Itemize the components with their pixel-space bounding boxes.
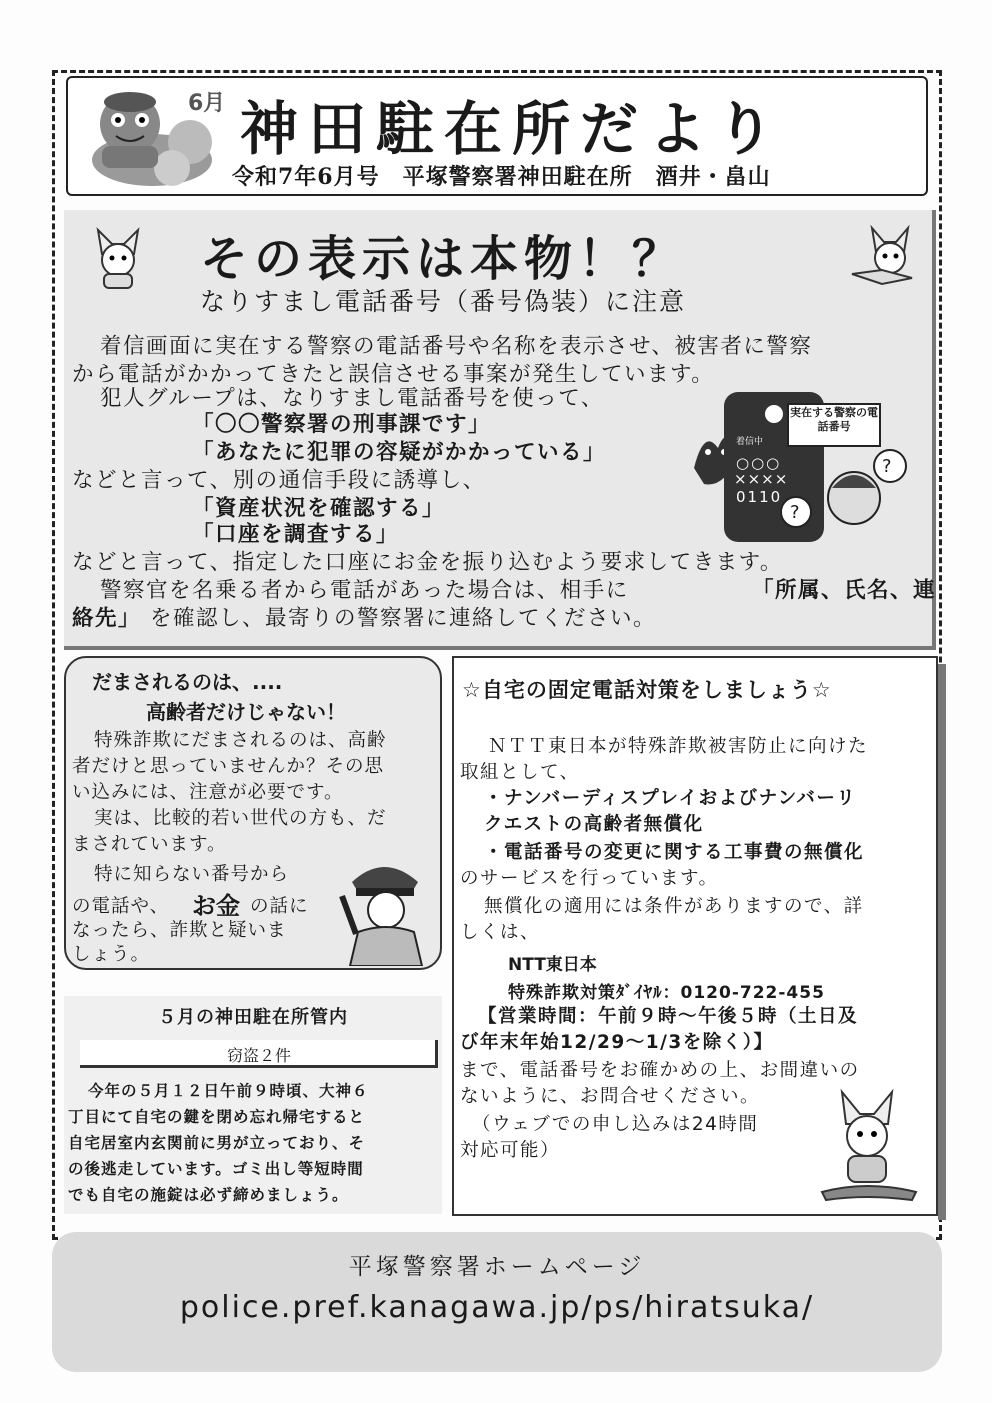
landline-line: 無償化の適用には条件がありますので、詳	[484, 896, 864, 917]
elderly-line: しょう。	[72, 944, 151, 965]
crime-line: 丁目にて自宅の鍵を閉め忘れ帰宅すると	[68, 1108, 366, 1126]
landline-line: 対応可能）	[460, 1140, 561, 1161]
body-line: などと言って、別の通信手段に誘導し、	[72, 468, 486, 493]
crime-count: 窃盗２件	[226, 1046, 291, 1065]
landline-line: 取組として、	[460, 762, 580, 783]
question-icon: ?	[882, 456, 892, 477]
police-officer-icon	[332, 852, 436, 966]
emphasis-line: 「所属、氏名、連	[752, 578, 937, 603]
elderly-line: 実は、比較的若い世代の方も、だ	[94, 808, 387, 829]
landline-line: （ウェブでの申し込みは24時間	[472, 1114, 759, 1135]
crime-line: の後逃走しています。ゴミ出し等短時間	[68, 1160, 364, 1178]
landline-line: ないように、お問合せください。	[460, 1086, 761, 1107]
phone-number-line: 0110	[736, 488, 783, 506]
page-title: 神田駐在所だより	[240, 95, 785, 163]
speech-bubble-text: 実在する警察の電話番号	[790, 406, 878, 433]
landline-line: しくは、	[460, 922, 541, 943]
quote-line: 「あなたに犯罪の容疑がかかっている」	[192, 440, 607, 465]
footer-label: 平塚警察署ホームページ	[348, 1254, 646, 1280]
footer-url[interactable]: police.pref.kanagawa.jp/ps/hiratsuka/	[179, 1290, 815, 1325]
body-line: などと言って、指定した口座にお金を振り込むよう要求してきます。	[72, 550, 783, 575]
elderly-line: の電話や、	[72, 896, 170, 917]
crime-line: でも自宅の施錠は必ず締めましょう。	[68, 1186, 349, 1204]
landline-line: ・ナンバーディスプレイおよびナンバーリ	[484, 788, 857, 809]
crime-line: 今年の５月１２日午前９時頃、大神６	[88, 1082, 369, 1100]
mascot-surfing-icon	[812, 1084, 922, 1206]
ntt-name: NTT東日本	[508, 955, 597, 975]
landline-line: び年末年始12/29～1/3を除く）】	[460, 1032, 774, 1053]
body-line: 警察官を名乗る者から電話があった場合は、相手に	[100, 578, 629, 603]
elderly-line: なったら、詐欺と疑いま	[72, 920, 287, 941]
body-line: から電話がかかってきたと誤信させる事案が発生しています。	[72, 362, 715, 387]
quote-line: 「口座を調査する」	[192, 522, 400, 547]
landline-line: クエストの高齢者無償化	[484, 814, 704, 835]
elderly-title: 高齢者だけじゃない！	[146, 700, 346, 724]
elderly-line: の話に	[250, 896, 309, 917]
body-line: を確認し、最寄りの警察署に連絡してください。	[150, 606, 657, 631]
subheadline: なりすまし電話番号（番号偽装）に注意	[200, 287, 687, 316]
landline-line: 【営業時間：午前９時～午後５時（土日及	[478, 1006, 859, 1027]
caller-label: 着信中	[736, 437, 764, 447]
crime-title: ５月の神田駐在所管内	[158, 1007, 348, 1028]
money-emphasis: お金	[192, 892, 240, 920]
phone-box-shadow	[938, 664, 946, 1220]
elderly-line: 者だけと思っていませんか？その思	[72, 756, 385, 777]
landline-line: まで、電話番号をお確かめの上、お間違いの	[460, 1060, 860, 1081]
mascot-left-icon	[78, 220, 158, 292]
elderly-line: まされています。	[72, 834, 227, 855]
phone-number-line: ○○○	[736, 454, 782, 472]
landline-title: ☆自宅の固定電話対策をしましょう☆	[462, 678, 832, 702]
landline-line: ・電話番号の変更に関する工事費の無償化	[484, 842, 865, 863]
question-icon: ?	[790, 502, 800, 523]
issue-subtitle: 令和7年6月号 平塚警察署神田駐在所 酒井・畠山	[232, 164, 771, 190]
landline-line: ＮＴＴ東日本が特殊詐欺被害防止に向けた	[488, 736, 869, 757]
crime-line: 自宅居室内玄関前に男が立っており、そ	[68, 1134, 366, 1152]
mascot-right-icon	[842, 222, 928, 292]
body-line: 犯人グループは、なりすまし電話番号を使って、	[100, 386, 604, 411]
month-badge: 6月	[188, 91, 226, 116]
emphasis-line: 絡先」	[72, 606, 142, 631]
elderly-line: い込みには、注意が必要です。	[72, 782, 344, 803]
quote-line: 「〇〇警察署の刑事課です」	[192, 412, 492, 437]
body-line: 着信画面に実在する警察の電話番号や名称を表示させ、被害者に警察	[100, 334, 813, 359]
elderly-title: だまされるのは、....	[92, 670, 283, 694]
elderly-line: 特に知らない番号から	[94, 864, 290, 885]
phone-number-line: ××××	[734, 470, 789, 488]
landline-line: のサービスを行っています。	[460, 868, 719, 889]
hotline-number: 特殊詐欺対策ﾀﾞｲﾔﾙ：0120-722-455	[508, 983, 825, 1003]
elderly-line: 特殊詐欺にだまされるのは、高齢	[94, 730, 387, 751]
quote-line: 「資産状況を確認する」	[192, 496, 446, 521]
headline: その表示は本物！？	[200, 231, 687, 287]
